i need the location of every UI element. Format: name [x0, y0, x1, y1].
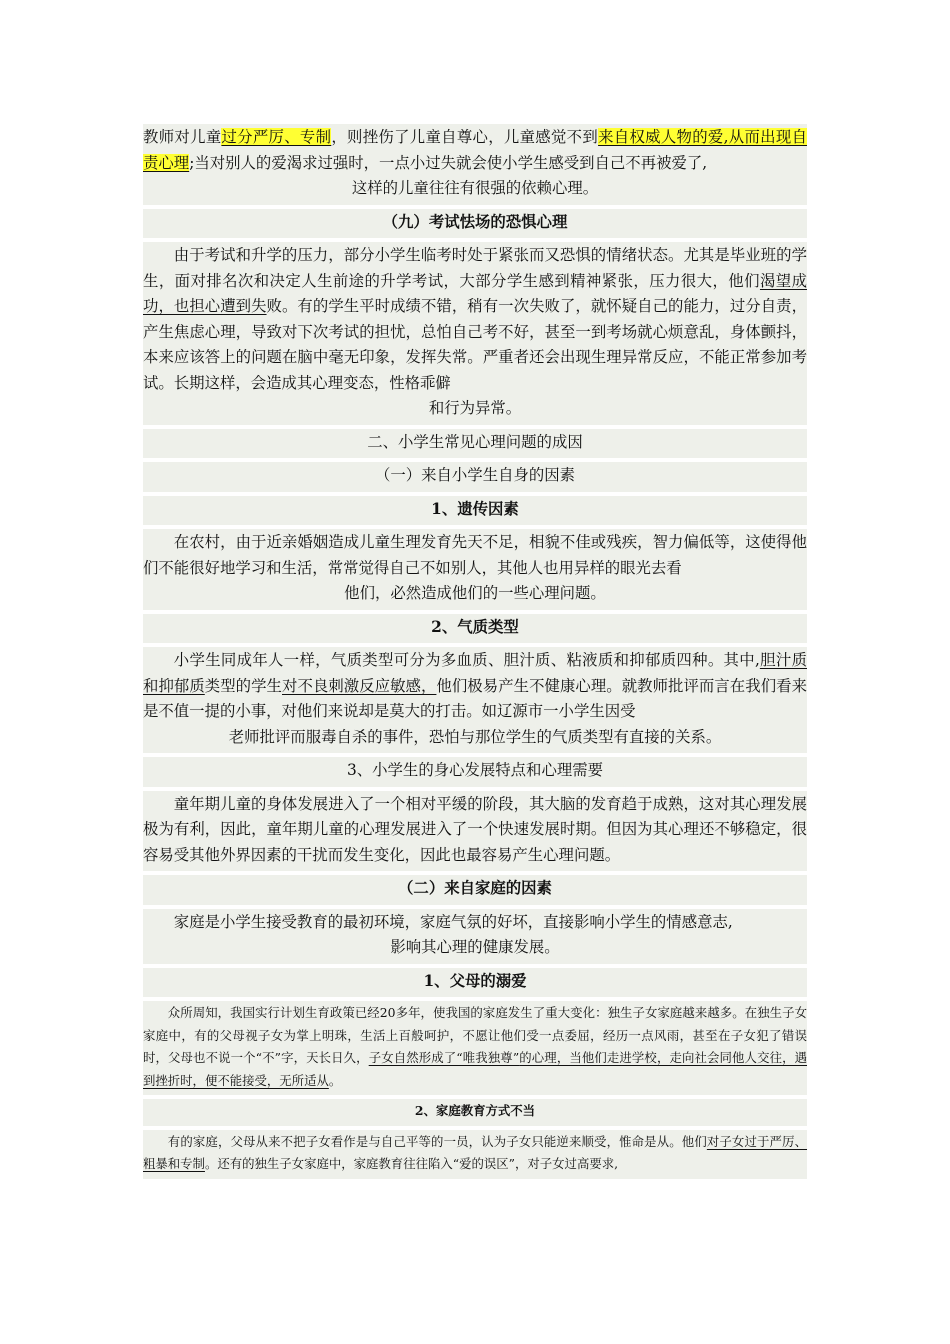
text: 由于考试和升学的压力，部分小学生临考时处于紧张而又恐惧的情绪状态。尤其是毕业班的学生，面对排名次和决定人生前途的升学考试，大部分学生感到精神紧张，压力很大，他们: [143, 246, 807, 290]
heading-self-factors: （一）来自小学生自身的因素: [143, 462, 807, 492]
underline: 对子女过于严厉、粗暴和专制: [143, 1133, 808, 1171]
paragraph-family: [143, 909, 807, 964]
text: 和行为异常。: [428, 399, 522, 417]
heading-development: 3、小学生的身心发展特点和心理需要: [143, 757, 807, 787]
text: 。还有的独生子女家庭中，家庭教育往往陷入“爱的误区”，对子女过高要求,: [204, 1156, 619, 1171]
text: ;当对别人的爱渴求过强时，一点小过失就会使小学生感受到自己不再被爱了,: [189, 153, 708, 172]
paragraph-exam-fear: [143, 242, 807, 425]
text: 众所周知，我国实行计划生育政策已经20多年，使我国的家庭发生了重大变化：独生子女家庭越来越多。在独生子女家庭中，有的父母视子女为掌上明珠，生活上百般呵护，不愿让他们受一点委屈，经历一点风雨，甚至在子女犯了错误时，父母也不说一个“不”字，天长日久，: [143, 1005, 807, 1065]
text: 小学生同成年人一样，气质类型可分为多血质、胆汁质、粘液质和抑郁质四种。其中,: [173, 651, 760, 669]
text: 败。有的学生平时成绩不错，稍有一次失败了，就怀疑自己的能力，过分自责，产生焦虑心理，导致对下次考试的担忧，总怕自己考不好，甚至一到考场就心烦意乱，身体颤抖，本来应该答上的问题在脑中毫无印象，发挥失常。严重者还会出现生理异常反应，不能正常参加考试。长期这样，会造成其心理变态，性格乖僻: [143, 297, 807, 392]
highlight: 过分严厉、专制: [221, 128, 332, 146]
text: 家庭是小学生接受教育的最初环境，家庭气氛的好坏，直接影响小学生的情感意志,: [173, 912, 733, 931]
highlight: 来自权威人物的爱,从而出现自责心理: [143, 128, 807, 172]
paragraph-parenting-method: [143, 1130, 807, 1179]
paragraph-spoiling: [143, 1001, 807, 1095]
heading-parenting-method: 2、家庭教育方式不当: [143, 1099, 807, 1126]
text: 。: [328, 1072, 342, 1088]
heading-family-factors: （二）来自家庭的因素: [143, 875, 807, 905]
heading-heredity: 1、遗传因素: [143, 496, 807, 526]
heading-temperament: 2、气质类型: [143, 614, 807, 644]
paragraph-heredity: [143, 529, 807, 610]
underline: 子女自然形成了“唯我独尊”: [368, 1050, 520, 1065]
underline: 的心理，当他们走进学校，走向社会同他人交往，遇到挫折时，便不能接受，无所适从: [143, 1050, 808, 1088]
heading-causes: 二、小学生常见心理问题的成因: [143, 429, 807, 459]
text: 教师对儿童: [143, 128, 222, 146]
text: 这样的儿童往往有很强的依赖心理。: [351, 179, 599, 197]
document-page: [143, 124, 807, 1183]
underline: 渴望成功，也担心遭到失: [143, 271, 807, 315]
paragraph-temperament: [143, 647, 807, 753]
text: 在农村，由于近亲婚姻造成儿童生理发育先天不足，相貌不佳或残疾，智力偏低等，这使得他们不能很好地学习和生活，常常觉得自己不如别人，其他人也用异样的眼光去看: [143, 533, 807, 577]
heading-spoiling: 1、父母的溺爱: [143, 968, 807, 998]
paragraph-development: [143, 791, 807, 872]
text: 老师批评而服毒自杀的事件，恐怕与那位学生的气质类型有直接的关系。: [228, 727, 722, 746]
paragraph-intro: [143, 124, 807, 205]
text: 他们，必然造成他们的一些心理问题。: [344, 584, 606, 602]
text: 类型的学生: [204, 676, 282, 695]
underline: 对不良刺激反应敏感，: [282, 676, 437, 695]
text: 童年期儿童的身体发展进入了一个相对平缓的阶段，其大脑的发育趋于成熟，这对其心理发展极为有利，因此，童年期儿童的心理发展进入了一个快速发展时期。但因为其心理还不够稳定，很容易受其他外界因素的干扰而发生变化，因此也最容易产生心理问题。: [143, 794, 807, 864]
text: 有的家庭，父母从来不把子女看作是与自己平等的一员，认为子女只能逆来顺受，惟命是从。他们: [167, 1133, 707, 1149]
text: 他们极易产生不健康心理。就教师批评而言在我们看来是不值一提的小事，对他们来说却是莫大的打击。如辽源市一小学生因受: [143, 676, 807, 720]
text: 影响其心理的健康发展。: [390, 938, 560, 956]
text: ，则挫伤了儿童自尊心，儿童感觉不到: [331, 128, 599, 146]
underline: 胆汁质和抑郁质: [143, 651, 807, 695]
heading-exam-fear: （九）考试怯场的恐惧心理: [143, 209, 807, 239]
